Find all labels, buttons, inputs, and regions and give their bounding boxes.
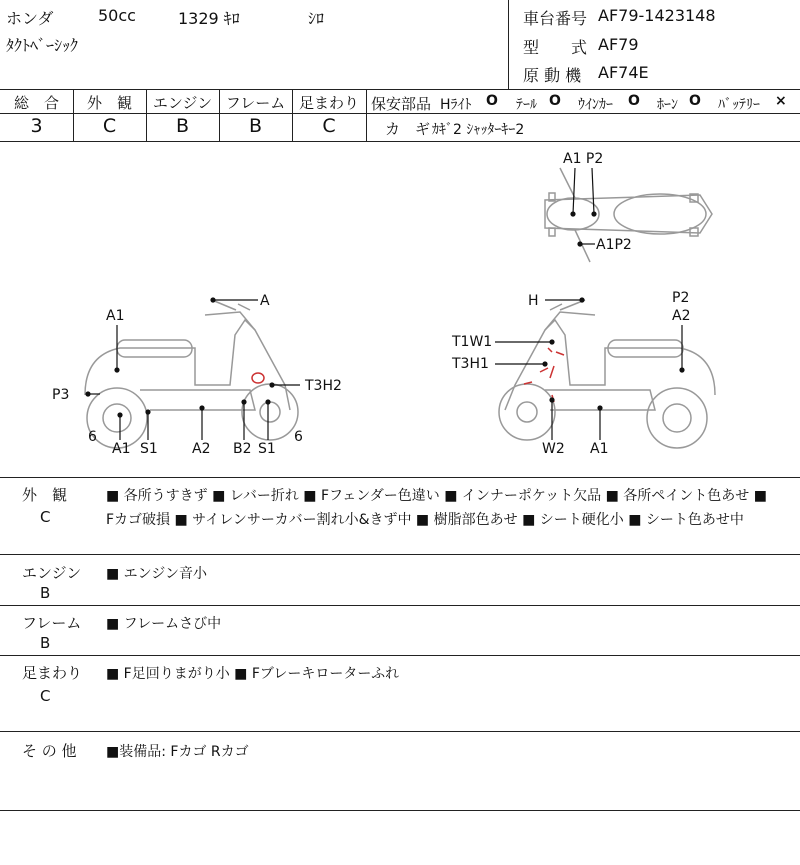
engine-label: 原 動 機 bbox=[523, 66, 582, 85]
label-left-a1-bottom: A1 bbox=[112, 441, 131, 457]
rule-notes-1 bbox=[0, 554, 800, 555]
security-mark-headlight: O bbox=[486, 93, 498, 109]
security-item-horn: ﾎｰﾝ bbox=[657, 97, 678, 113]
exterior-label: 外 観 bbox=[86, 94, 132, 112]
label-right-w2: W2 bbox=[542, 441, 565, 457]
displacement: 50cc bbox=[98, 6, 136, 25]
label-right-a2: A2 bbox=[672, 308, 691, 324]
label-right-t1w1: T1W1 bbox=[452, 334, 493, 350]
rule-header-vert bbox=[508, 0, 509, 89]
frame-no-label: 車台番号 bbox=[523, 9, 588, 28]
security-mark-horn: O bbox=[689, 93, 701, 109]
engine-grade: B bbox=[175, 115, 190, 137]
frame-grade: B bbox=[248, 115, 263, 137]
notes-frame-label: フレーム bbox=[22, 614, 82, 632]
security-mark-battery: × bbox=[775, 93, 787, 109]
rule-grade-mid bbox=[0, 113, 370, 114]
security-item-headlight: Hﾗｲﾄ bbox=[440, 97, 472, 113]
label-left-t3h2: T3H2 bbox=[305, 378, 342, 394]
rule-grade-v5 bbox=[366, 89, 367, 141]
notes-exterior-grade: C bbox=[40, 508, 51, 526]
label-left-6-right: 6 bbox=[294, 429, 303, 445]
rule-top-header bbox=[0, 89, 800, 90]
label-left-a1: A1 bbox=[106, 308, 125, 324]
frame-no: AF79-1423148 bbox=[598, 6, 716, 25]
notes-other-text: ■装備品: Fカゴ Rカゴ bbox=[106, 744, 249, 760]
label-top-a1p2-bottom: A1P2 bbox=[596, 237, 632, 253]
rule-notes-2 bbox=[0, 605, 800, 606]
security-mark-tail: O bbox=[549, 93, 561, 109]
label-right-t3h1: T3H1 bbox=[452, 356, 489, 372]
label-right-h: H bbox=[528, 293, 539, 309]
security-label: 保安部品 bbox=[371, 95, 432, 113]
damage-marks bbox=[252, 348, 564, 402]
suspension-grade-label: 足まわり bbox=[298, 94, 359, 112]
notes-engine-grade: B bbox=[40, 584, 51, 602]
label-right-p2: P2 bbox=[672, 290, 690, 306]
label-left-p3: P3 bbox=[52, 387, 70, 403]
type-value: AF79 bbox=[598, 35, 639, 54]
notes-exterior-line1: ■ 各所うすきず ■ レバー折れ ■ Fフェンダー色違い ■ インナーポケット欠品 ■ 各所ペイント色あせ ■ bbox=[106, 488, 767, 504]
notes-exterior-line2: Fカゴ破損 ■ サイレンサーカバー割れ小&きず中 ■ 樹脂部色あせ ■ シート硬化小 ■ シート色あせ中 bbox=[106, 512, 744, 528]
label-left-a: A bbox=[260, 293, 270, 309]
label-top-a1p2: A1 P2 bbox=[563, 151, 604, 167]
engine-grade-label: エンジン bbox=[152, 94, 213, 112]
notes-other-label: そ の 他 bbox=[22, 742, 77, 760]
notes-exterior-label: 外 観 bbox=[22, 486, 68, 504]
notes-susp-grade: C bbox=[40, 687, 51, 705]
label-left-s1-b: S1 bbox=[258, 441, 276, 457]
label-left-b2: B2 bbox=[233, 441, 252, 457]
rule-notes-3 bbox=[0, 655, 800, 656]
notes-frame-grade: B bbox=[40, 634, 51, 652]
color: ｼﾛ bbox=[308, 9, 325, 28]
notes-frame-text: ■ フレームさび中 bbox=[106, 616, 222, 632]
overall-label: 総 合 bbox=[13, 94, 59, 112]
security-item-battery: ﾊﾞｯﾃﾘｰ bbox=[718, 97, 760, 113]
security-item-tail: ﾃｰﾙ bbox=[516, 97, 537, 113]
rule-notes-5 bbox=[0, 810, 800, 811]
mileage: 1329 ｷﾛ bbox=[178, 9, 240, 28]
key-value: ｶｷﾞ2 ｼｬｯﾀｰｷｰ2 bbox=[432, 122, 525, 138]
frame-grade-label: フレーム bbox=[225, 94, 286, 112]
label-left-s1-a: S1 bbox=[140, 441, 158, 457]
suspension-grade: C bbox=[322, 115, 336, 137]
maker: ホンダ bbox=[6, 9, 54, 28]
rule-below-diagram bbox=[0, 477, 800, 478]
type-label: 型 式 bbox=[523, 38, 588, 57]
notes-susp-text: ■ F足回りまがり小 ■ Fブレーキローターふれ bbox=[106, 666, 400, 682]
exterior-grade: C bbox=[102, 115, 117, 137]
notes-engine-label: エンジン bbox=[22, 564, 82, 582]
key-label: カ ギ bbox=[385, 120, 431, 138]
security-item-winker: ｳｲﾝｶｰ bbox=[578, 97, 613, 113]
notes-susp-label: 足まわり bbox=[22, 664, 83, 682]
engine-value: AF74E bbox=[598, 63, 649, 82]
label-right-a1: A1 bbox=[590, 441, 609, 457]
overall-grade: 3 bbox=[30, 115, 43, 137]
model-name: ﾀｸﾄﾍﾞｰｼｯｸ bbox=[6, 36, 79, 55]
rule-notes-4 bbox=[0, 731, 800, 732]
label-left-6-left: 6 bbox=[88, 429, 97, 445]
label-left-a2: A2 bbox=[192, 441, 211, 457]
security-mark-winker: O bbox=[628, 93, 640, 109]
notes-engine-text: ■ エンジン音小 bbox=[106, 566, 207, 582]
